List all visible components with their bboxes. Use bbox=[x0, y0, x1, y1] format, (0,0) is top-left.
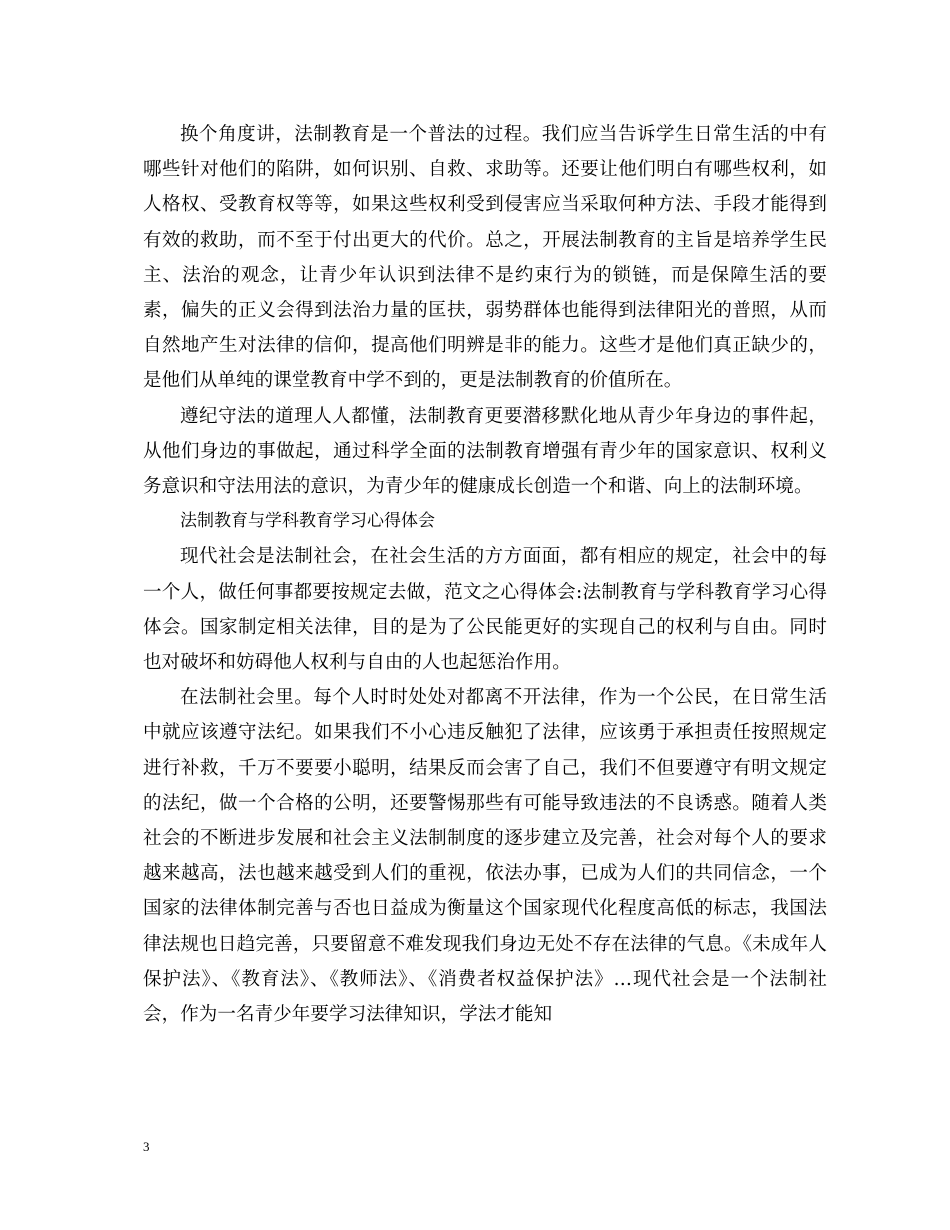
paragraph-rule-of-law-society: 在法制社会里。每个人时时处处对都离不开法律，作为一个公民，在日常生活中就应该遵守法纪。如果我们不小心违反触犯了法律，应该勇于承担责任按照规定进行补救，千万不要要小聪明，结果反而会害了自己，我们不但要遵守有明文规定的法纪，做一个合格的公明，还要警惕那些有可能导致违法的不良诱惑。随着人类社会的不断进步发展和社会主义法制制度的逐步建立及完善，社会对每个人的要求越来越高，法也越来越受到人们的重视，依法办事，已成为人们的共同信念，一个国家的法律体制完善与否也日益成为衡量这个国家现代化程度高低的标志，我国法律法规也日趋完善，只要留意不难发现我们身边无处不存在法律的气息。《未成年人保护法》、《教育法》、《教师法》、《消费者权益保护法》…现代社会是一个法制社会，作为一名青少年要学习法律知识，学法才能知 bbox=[143, 687, 827, 1026]
page-number: 3 bbox=[143, 1139, 150, 1154]
paragraph-law-abiding: 遵纪守法的道理人人都懂，法制教育更要潜移默化地从青少年身边的事件起，从他们身边的事做起，通过科学全面的法制教育增强有青少年的国家意识、权利义务意识和守法用法的意识，为青少年的健康成长创造一个和谐、向上的法制环境。 bbox=[143, 405, 827, 498]
paragraph-modern-society: 现代社会是法制社会，在社会生活的方方面面，都有相应的规定，社会中的每一个人，做任何事都要按规定去做，范文之心得体会:法制教育与学科教育学习心得体会。国家制定相关法律，目的是为了公民能更好的实现自己的权利与自由。同时也对破坏和妨碍他人权利与自由的人也起惩治作用。 bbox=[143, 546, 827, 674]
section-title: 法制教育与学科教育学习心得体会 bbox=[180, 511, 435, 532]
paragraph-legal-education-purpose: 换个角度讲，法制教育是一个普法的过程。我们应当告诉学生日常生活的中有哪些针对他们的陷阱，如何识别、自救、求助等。还要让他们明白有哪些权利，如人格权、受教育权等等，如果这些权利受到侵害应当采取何种方法、手段才能得到有效的救助，而不至于付出更大的代价。总之，开展法制教育的主旨是培养学生民主、法治的观念，让青少年认识到法律不是约束行为的锁链，而是保障生活的要素，偏失的正义会得到法治力量的匡扶，弱势群体也能得到法律阳光的普照，从而自然地产生对法律的信仰，提高他们明辨是非的能力。这些才是他们真正缺少的，是他们从单纯的课堂教育中学不到的，更是法制教育的价值所在。 bbox=[143, 124, 827, 392]
document-body bbox=[143, 117, 827, 1032]
